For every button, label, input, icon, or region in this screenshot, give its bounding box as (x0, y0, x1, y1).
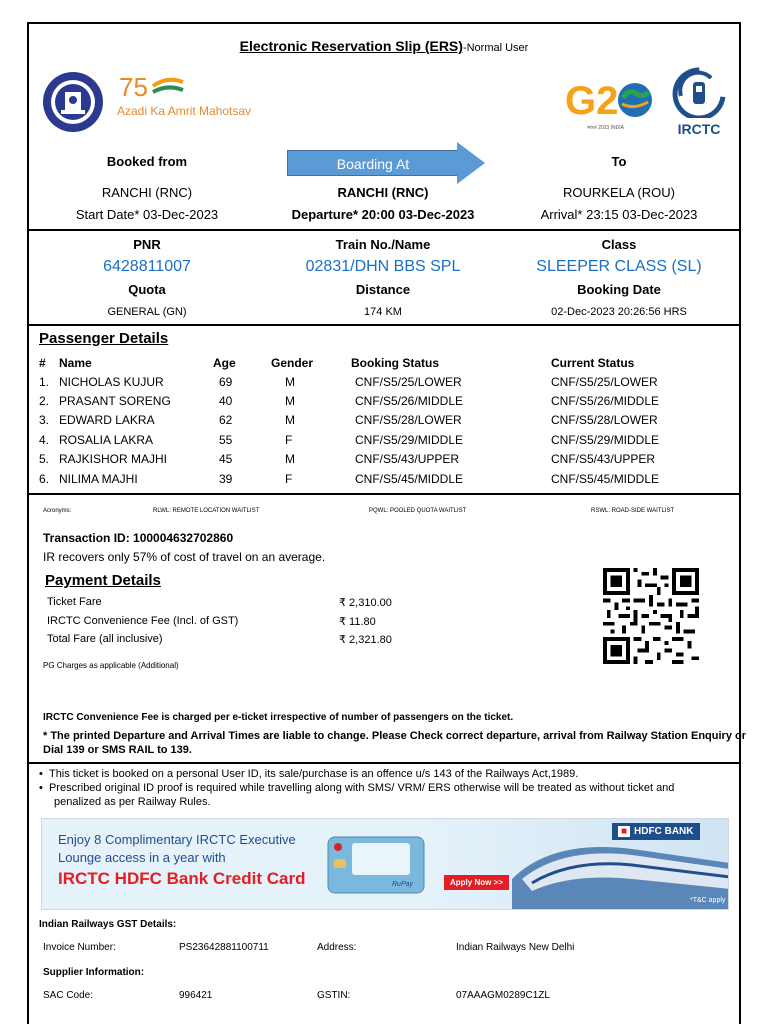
passenger-current-status: CNF/S5/25/LOWER (551, 374, 658, 389)
train-label: Train No./Name (335, 237, 431, 252)
timing-notice-line2: Dial 139 or SMS RAIL to 139. (43, 744, 192, 756)
notice-bullet-1-text: This ticket is booked on a personal User ID, its sale/purchase is an offence u/s 143 of the Railways Act,1989. (48, 768, 579, 780)
distance-value: 174 KM (364, 306, 402, 318)
boarding-label: Boarding At (336, 156, 410, 172)
col-header-gender: Gender (271, 355, 314, 370)
invoice-label: Invoice Number: (43, 942, 116, 953)
col-header-name: Name (59, 355, 92, 370)
apply-now-button[interactable]: Apply Now >> (444, 875, 509, 890)
passenger-number: 3. (39, 413, 50, 428)
passenger-current-status: CNF/S5/26/MIDDLE (551, 394, 660, 409)
passenger-row (39, 430, 711, 449)
transaction-id: Transaction ID: 100004632702860 (43, 531, 234, 545)
divider (29, 324, 739, 326)
passenger-gender: F (285, 471, 293, 486)
passenger-name: RAJKISHOR MAJHI (59, 452, 168, 467)
address-value: Indian Railways New Delhi (456, 942, 575, 953)
acronym-pqwl: PQWL: POOLED QUOTA WAITLIST (369, 508, 467, 514)
passenger-name: PRASANT SORENG (59, 394, 171, 409)
passenger-booking-status: CNF/S5/29/MIDDLE (355, 432, 464, 447)
hdfc-square-icon: ■ (618, 826, 630, 837)
divider (29, 762, 739, 764)
passenger-booking-status: CNF/S5/45/MIDDLE (355, 471, 464, 486)
acronym-rlwl: RLWL: REMOTE LOCATION WAITLIST (153, 508, 260, 514)
passenger-current-status: CNF/S5/45/MIDDLE (551, 471, 660, 486)
booking-date-label: Booking Date (577, 282, 661, 297)
banner-line-1: Enjoy 8 Complimentary IRCTC Executive (58, 832, 296, 847)
passenger-name: ROSALIA LAKRA (59, 432, 154, 447)
convenience-fee-label: IRCTC Convenience Fee (Incl. of GST) (47, 615, 239, 627)
tc-apply: *T&C apply (690, 897, 726, 904)
notice-bullet-2-text: Prescribed original ID proof is required while travelling along with SMS/ VRM/ ERS otherwise will be treated as without ticket and (48, 782, 675, 794)
passenger-gender: M (285, 394, 295, 409)
passenger-booking-status: CNF/S5/26/MIDDLE (355, 394, 464, 409)
passenger-age: 62 (219, 413, 233, 428)
irctc-icon (667, 66, 731, 118)
irctc-text: IRCTC (677, 121, 721, 137)
pnr-label: PNR (133, 237, 161, 252)
passenger-number: 1. (39, 374, 50, 389)
rupay-label: RuPay (392, 881, 414, 888)
sac-label: SAC Code: (43, 990, 94, 1001)
ers-title (29, 38, 739, 54)
passenger-row (39, 450, 711, 469)
passenger-current-status: CNF/S5/28/LOWER (551, 413, 658, 428)
g20-subtitle: भारत 2023 INDIA (587, 125, 624, 131)
indian-railways-emblem-icon (41, 70, 105, 134)
col-header-current-status: Current Status (551, 355, 635, 370)
passenger-age: 45 (219, 452, 233, 467)
ers-ticket (27, 22, 747, 1024)
pnr-value: 6428811007 (103, 258, 191, 275)
passenger-table-header (39, 353, 711, 372)
passenger-row (39, 372, 711, 391)
arrow-right-icon (457, 142, 485, 184)
class-label: Class (601, 237, 637, 252)
convenience-fee-amount: ₹ 11.80 (339, 616, 376, 628)
passenger-name: EDWARD LAKRA (59, 413, 155, 428)
address-label: Address: (317, 942, 357, 953)
sac-value: 996421 (179, 990, 213, 1001)
g20-logo (565, 76, 655, 132)
booked-from-label: Booked from (106, 154, 188, 169)
from-station: RANCHI (RNC) (101, 185, 193, 200)
passenger-number: 4. (39, 432, 50, 447)
gstin-value: 07AAAGM0289C1ZL (456, 990, 550, 1001)
hdfc-bank-name: HDFC BANK (634, 826, 694, 837)
notice-bullet-1 (39, 768, 578, 781)
train-value: 02831/DHN BBS SPL (305, 258, 461, 275)
arrival-time: Arrival* 23:15 03-Dec-2023 (540, 207, 698, 222)
banner-headline: IRCTC HDFC Bank Credit Card (58, 869, 306, 888)
svg-text:75: 75 (119, 72, 148, 102)
passenger-current-status: CNF/S5/43/UPPER (551, 452, 656, 467)
passenger-details-title: Passenger Details (39, 330, 169, 347)
g20-icon (565, 76, 655, 120)
azadi-logo (117, 72, 252, 132)
passenger-gender: F (285, 432, 293, 447)
total-fare-label: Total Fare (all inclusive) (47, 633, 163, 645)
notice-bullet-2-cont: penalized as per Railway Rules. (54, 796, 211, 808)
distance-label: Distance (355, 282, 411, 297)
ers-title-main: Electronic Reservation Slip (ERS) (239, 38, 463, 54)
to-label: To (611, 154, 627, 169)
passenger-row (39, 469, 711, 488)
to-station: ROURKELA (ROU) (563, 185, 675, 200)
irctc-logo (667, 66, 733, 138)
divider (29, 493, 739, 495)
gst-title: Indian Railways GST Details: (39, 919, 177, 930)
hdfc-bank-logo (612, 823, 700, 840)
passenger-booking-status: CNF/S5/43/UPPER (355, 452, 460, 467)
timing-notice-line1: * The printed Departure and Arrival Times are liable to change. Please Check correct departure, arrival from Railway Station Enquiry or (43, 730, 747, 742)
bullet-icon: • (39, 768, 49, 780)
cost-recovery-note: IR recovers only 57% of cost of travel on an average. (43, 550, 326, 564)
bullet-icon: • (39, 782, 49, 794)
boarding-station: RANCHI (RNC) (337, 185, 429, 200)
start-date: Start Date* 03-Dec-2023 (75, 207, 219, 222)
passenger-name: NILIMA MAJHI (59, 471, 138, 486)
pg-charges-note: PG Charges as applicable (Additional) (43, 661, 179, 670)
passenger-gender: M (285, 452, 295, 467)
passenger-row (39, 391, 711, 410)
svg-text:G2: G2 (565, 79, 619, 120)
passenger-gender: M (285, 374, 295, 389)
supplier-info-label: Supplier Information: (43, 967, 145, 978)
passenger-age: 55 (219, 432, 233, 447)
passenger-gender: M (285, 413, 295, 428)
passenger-booking-status: CNF/S5/28/LOWER (355, 413, 462, 428)
passenger-age: 40 (219, 394, 233, 409)
boarding-arrow (287, 142, 485, 184)
qr-code (603, 566, 699, 666)
hdfc-banner-ad[interactable] (41, 818, 729, 910)
divider (29, 229, 739, 231)
passenger-number: 5. (39, 452, 50, 467)
col-header-booking-status: Booking Status (351, 355, 440, 370)
acronym-rswl: RSWL: ROAD-SIDE WAITLIST (591, 508, 675, 514)
banner-line-2: Lounge access in a year with (58, 850, 226, 865)
notice-bullet-2 (39, 782, 674, 795)
quota-value: GENERAL (GN) (107, 306, 187, 318)
passenger-number: 6. (39, 471, 50, 486)
azadi-75-icon (117, 72, 187, 102)
col-header-age: Age (213, 355, 236, 370)
passenger-age: 39 (219, 471, 233, 486)
departure-time: Departure* 20:00 03-Dec-2023 (291, 207, 475, 222)
passenger-booking-status: CNF/S5/25/LOWER (355, 374, 462, 389)
invoice-number: PS23642881100711 (179, 942, 269, 953)
payment-details-title: Payment Details (45, 572, 161, 589)
passenger-age: 69 (219, 374, 233, 389)
col-header-number: # (39, 355, 46, 370)
class-value: SLEEPER CLASS (SL) (536, 258, 702, 275)
ticket-fare-label: Ticket Fare (47, 596, 102, 608)
total-fare-amount: ₹ 2,321.80 (339, 634, 392, 646)
gstin-label: GSTIN: (317, 990, 351, 1001)
ticket-fare-amount: ₹ 2,310.00 (339, 597, 392, 609)
convenience-fee-notice: IRCTC Convenience Fee is charged per e-ticket irrespective of number of passengers on the ticket. (43, 712, 514, 723)
passenger-name: NICHOLAS KUJUR (59, 374, 164, 389)
passenger-row (39, 411, 711, 430)
quota-label: Quota (128, 282, 166, 297)
ers-title-suffix: -Normal User (462, 42, 529, 54)
passenger-number: 2. (39, 394, 50, 409)
passenger-current-status: CNF/S5/29/MIDDLE (551, 432, 660, 447)
acronyms-label: Acronyms: (43, 508, 72, 514)
booking-date-value: 02-Dec-2023 20:26:56 HRS (551, 306, 687, 318)
azadi-text: Azadi Ka Amrit Mahotsav (117, 104, 252, 118)
passenger-table (39, 353, 711, 488)
